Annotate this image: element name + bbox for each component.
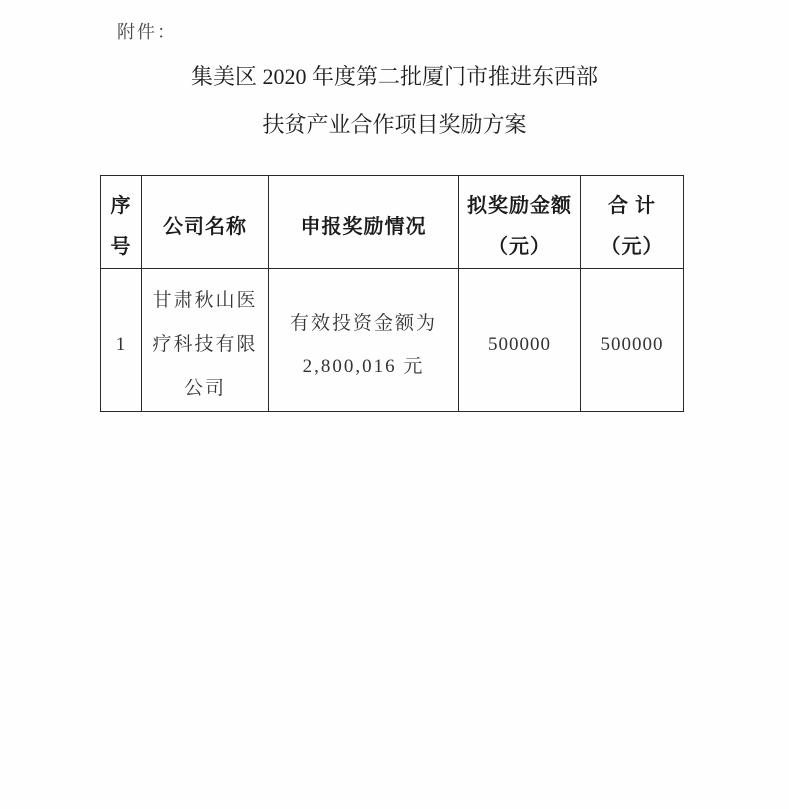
company-name-line-1: 甘肃秋山医 (152, 290, 258, 311)
header-proposed-award-line-1: 拟奖励金额 (467, 195, 572, 217)
cell-proposed-award (459, 269, 581, 412)
award-table (100, 175, 684, 412)
header-total-line-1: 合 计 (608, 195, 656, 217)
company-name-line-3: 公司 (183, 378, 226, 399)
attachment-label: 附件： (117, 22, 177, 42)
proposed-award-value: 500000 (488, 334, 551, 355)
header-declaration-label: 申报奖励情况 (300, 216, 427, 238)
header-company-name-label: 公司名称 (163, 216, 247, 238)
header-proposed-award-line-2: （元） (488, 236, 551, 258)
table-header-row (101, 176, 684, 269)
declaration-line-2: 2,800,016 元 (302, 356, 425, 377)
total-value: 500000 (600, 334, 664, 355)
header-serial-number-line-2: 号 (110, 236, 132, 258)
cell-total (581, 269, 684, 412)
header-total (581, 176, 684, 269)
header-company-name (142, 176, 269, 269)
serial-number-value: 1 (115, 334, 127, 355)
header-serial-number (101, 176, 142, 269)
title-line-1: 集美区 2020 年度第二批厦门市推进东西部 (190, 64, 598, 89)
title-line-2: 扶贫产业合作项目奖励方案 (262, 112, 527, 137)
declaration-line-1: 有效投资金额为 (289, 313, 437, 334)
header-serial-number-line-1: 序 (110, 195, 132, 217)
cell-declaration (269, 269, 459, 412)
company-name-line-2: 疗科技有限 (152, 334, 258, 355)
header-declaration (269, 176, 459, 269)
cell-serial-number (101, 269, 142, 412)
header-proposed-award (459, 176, 581, 269)
header-total-line-2: （元） (600, 236, 664, 258)
table-row (101, 269, 684, 412)
cell-company-name (142, 269, 269, 412)
